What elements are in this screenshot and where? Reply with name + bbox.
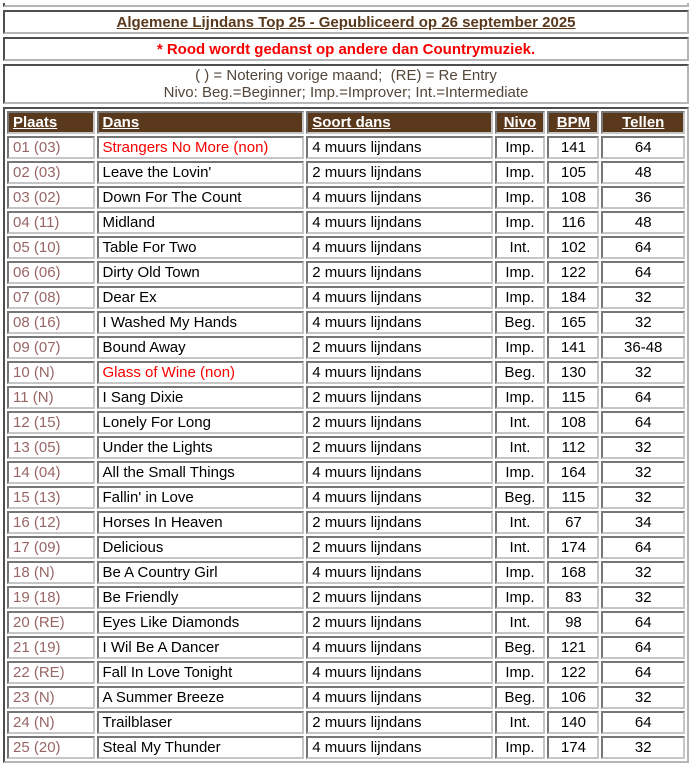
cell-tellen: 36-48 <box>601 336 685 359</box>
cell-tellen: 64 <box>601 411 685 434</box>
cell-soort-dans: 2 muurs lijndans <box>306 161 492 184</box>
cell-dans: Be A Country Girl <box>97 561 305 584</box>
column-header-dans: Dans <box>97 111 305 134</box>
table-row <box>7 711 685 734</box>
cell-bpm: 108 <box>547 186 599 209</box>
cell-dans: Dirty Old Town <box>97 261 305 284</box>
cell-soort-dans: 4 muurs lijndans <box>306 186 492 209</box>
cell-nivo: Int. <box>495 536 546 559</box>
cell-soort-dans: 4 muurs lijndans <box>306 136 492 159</box>
cell-plaats: 14 (04) <box>7 461 95 484</box>
cell-dans: Midland <box>97 211 305 234</box>
cell-dans: Strangers No More (non) <box>97 136 305 159</box>
cell-bpm: 121 <box>547 636 599 659</box>
cell-dans: A Summer Breeze <box>97 686 305 709</box>
cell-bpm: 168 <box>547 561 599 584</box>
cell-dans: Trailblaser <box>97 711 305 734</box>
table-row <box>7 486 685 509</box>
cell-tellen: 32 <box>601 461 685 484</box>
cell-nivo: Int. <box>495 711 546 734</box>
table-row <box>7 661 685 684</box>
cell-bpm: 164 <box>547 461 599 484</box>
top25-table <box>3 107 689 763</box>
cell-tellen: 32 <box>601 361 685 384</box>
cell-plaats: 03 (02) <box>7 186 95 209</box>
cell-plaats: 10 (N) <box>7 361 95 384</box>
cell-nivo: Int. <box>495 511 546 534</box>
cell-tellen: 64 <box>601 386 685 409</box>
cell-plaats: 09 (07) <box>7 336 95 359</box>
cell-bpm: 105 <box>547 161 599 184</box>
cell-dans: I Washed My Hands <box>97 311 305 334</box>
cell-soort-dans: 4 muurs lijndans <box>306 661 492 684</box>
cell-tellen: 36 <box>601 186 685 209</box>
cell-dans: Steal My Thunder <box>97 736 305 759</box>
cell-tellen: 64 <box>601 661 685 684</box>
cell-dans: Table For Two <box>97 236 305 259</box>
cell-dans: I Wil Be A Dancer <box>97 636 305 659</box>
cell-tellen: 32 <box>601 311 685 334</box>
legend-line-notation: ( ) = Notering vorige maand; (RE) = Re Entry <box>195 67 497 84</box>
cell-soort-dans: 2 muurs lijndans <box>306 536 492 559</box>
table-row <box>7 261 685 284</box>
column-header-tellen: Tellen <box>601 111 685 134</box>
cell-plaats: 23 (N) <box>7 686 95 709</box>
cell-soort-dans: 4 muurs lijndans <box>306 486 492 509</box>
table-row <box>7 186 685 209</box>
cell-soort-dans: 4 muurs lijndans <box>306 461 492 484</box>
table-row <box>7 336 685 359</box>
table-row <box>7 461 685 484</box>
cell-bpm: 122 <box>547 661 599 684</box>
cell-soort-dans: 4 muurs lijndans <box>306 561 492 584</box>
cell-dans: Glass of Wine (non) <box>97 361 305 384</box>
cell-soort-dans: 4 muurs lijndans <box>306 361 492 384</box>
cell-soort-dans: 4 muurs lijndans <box>306 311 492 334</box>
cell-dans: Lonely For Long <box>97 411 305 434</box>
cell-nivo: Imp. <box>495 461 546 484</box>
cell-plaats: 05 (10) <box>7 236 95 259</box>
cell-plaats: 17 (09) <box>7 536 95 559</box>
cell-plaats: 19 (18) <box>7 586 95 609</box>
cell-nivo: Beg. <box>495 486 546 509</box>
cell-tellen: 64 <box>601 136 685 159</box>
cell-soort-dans: 2 muurs lijndans <box>306 611 492 634</box>
table-body <box>7 136 685 759</box>
table-row <box>7 436 685 459</box>
cell-tellen: 48 <box>601 161 685 184</box>
cell-tellen: 32 <box>601 686 685 709</box>
cell-dans: All the Small Things <box>97 461 305 484</box>
cell-soort-dans: 2 muurs lijndans <box>306 436 492 459</box>
cell-dans: Fallin' in Love <box>97 486 305 509</box>
cell-bpm: 141 <box>547 336 599 359</box>
cell-nivo: Imp. <box>495 186 546 209</box>
table-row <box>7 311 685 334</box>
cell-dans: Leave the Lovin' <box>97 161 305 184</box>
cell-plaats: 04 (11) <box>7 211 95 234</box>
cell-plaats: 21 (19) <box>7 636 95 659</box>
legend-box <box>3 64 689 104</box>
cell-nivo: Imp. <box>495 386 546 409</box>
cell-dans: Fall In Love Tonight <box>97 661 305 684</box>
cell-plaats: 06 (06) <box>7 261 95 284</box>
cell-bpm: 115 <box>547 486 599 509</box>
cell-soort-dans: 2 muurs lijndans <box>306 586 492 609</box>
cell-soort-dans: 4 muurs lijndans <box>306 686 492 709</box>
cell-plaats: 15 (13) <box>7 486 95 509</box>
cell-plaats: 07 (08) <box>7 286 95 309</box>
cell-dans: Horses In Heaven <box>97 511 305 534</box>
table-row <box>7 211 685 234</box>
cell-bpm: 115 <box>547 386 599 409</box>
cell-bpm: 122 <box>547 261 599 284</box>
cell-bpm: 106 <box>547 686 599 709</box>
cell-nivo: Imp. <box>495 286 546 309</box>
cell-soort-dans: 4 muurs lijndans <box>306 736 492 759</box>
cell-nivo: Int. <box>495 236 546 259</box>
cell-tellen: 64 <box>601 611 685 634</box>
table-row <box>7 611 685 634</box>
table-row <box>7 136 685 159</box>
cell-plaats: 16 (12) <box>7 511 95 534</box>
cell-tellen: 64 <box>601 711 685 734</box>
notice-box <box>3 37 689 61</box>
title-box <box>3 10 689 34</box>
column-header-nivo: Nivo <box>495 111 546 134</box>
cell-nivo: Imp. <box>495 136 546 159</box>
cell-bpm: 108 <box>547 411 599 434</box>
legend-line-nivo: Nivo: Beg.=Beginner; Imp.=Improver; Int.=Intermediate <box>163 84 529 101</box>
table-row <box>7 736 685 759</box>
cell-nivo: Beg. <box>495 311 546 334</box>
cell-bpm: 141 <box>547 136 599 159</box>
column-header-plaats: Plaats <box>7 111 95 134</box>
cell-nivo: Int. <box>495 411 546 434</box>
cell-nivo: Beg. <box>495 361 546 384</box>
table-row <box>7 686 685 709</box>
cell-bpm: 130 <box>547 361 599 384</box>
cell-plaats: 18 (N) <box>7 561 95 584</box>
cell-tellen: 32 <box>601 286 685 309</box>
cell-tellen: 34 <box>601 511 685 534</box>
cell-bpm: 184 <box>547 286 599 309</box>
column-header-soort-dans: Soort dans <box>306 111 492 134</box>
cell-plaats: 11 (N) <box>7 386 95 409</box>
cell-tellen: 32 <box>601 561 685 584</box>
cell-plaats: 12 (15) <box>7 411 95 434</box>
cell-bpm: 98 <box>547 611 599 634</box>
cell-soort-dans: 2 muurs lijndans <box>306 711 492 734</box>
table-row <box>7 536 685 559</box>
cell-tellen: 64 <box>601 261 685 284</box>
cell-tellen: 32 <box>601 586 685 609</box>
cell-plaats: 01 (03) <box>7 136 95 159</box>
table-row <box>7 161 685 184</box>
cell-nivo: Imp. <box>495 161 546 184</box>
table-row <box>7 511 685 534</box>
cell-nivo: Beg. <box>495 636 546 659</box>
cell-nivo: Imp. <box>495 661 546 684</box>
table-row <box>7 636 685 659</box>
table-row <box>7 586 685 609</box>
cell-dans: Eyes Like Diamonds <box>97 611 305 634</box>
cell-dans: Dear Ex <box>97 286 305 309</box>
cell-bpm: 174 <box>547 736 599 759</box>
cell-tellen: 32 <box>601 486 685 509</box>
cell-plaats: 08 (16) <box>7 311 95 334</box>
cell-soort-dans: 2 muurs lijndans <box>306 511 492 534</box>
cell-dans: Down For The Count <box>97 186 305 209</box>
cell-dans: Under the Lights <box>97 436 305 459</box>
cell-nivo: Imp. <box>495 736 546 759</box>
cell-plaats: 02 (03) <box>7 161 95 184</box>
cell-tellen: 32 <box>601 736 685 759</box>
table-row <box>7 411 685 434</box>
cell-soort-dans: 4 muurs lijndans <box>306 211 492 234</box>
table-row <box>7 236 685 259</box>
cell-bpm: 165 <box>547 311 599 334</box>
cell-plaats: 20 (RE) <box>7 611 95 634</box>
table-header-row <box>7 111 685 134</box>
table-row <box>7 386 685 409</box>
cell-tellen: 64 <box>601 536 685 559</box>
cell-plaats: 24 (N) <box>7 711 95 734</box>
cell-bpm: 112 <box>547 436 599 459</box>
cell-soort-dans: 2 muurs lijndans <box>306 386 492 409</box>
cell-soort-dans: 2 muurs lijndans <box>306 411 492 434</box>
cell-dans: Delicious <box>97 536 305 559</box>
cell-tellen: 64 <box>601 636 685 659</box>
cell-nivo: Imp. <box>495 336 546 359</box>
cell-dans: Bound Away <box>97 336 305 359</box>
cropped-box-above <box>3 3 689 7</box>
page-title: Algemene Lijndans Top 25 - Gepubliceerd op 26 september 2025 <box>116 14 576 31</box>
cell-soort-dans: 4 muurs lijndans <box>306 636 492 659</box>
cell-nivo: Beg. <box>495 686 546 709</box>
cell-soort-dans: 4 muurs lijndans <box>306 286 492 309</box>
cell-nivo: Imp. <box>495 561 546 584</box>
cell-nivo: Int. <box>495 611 546 634</box>
cell-plaats: 25 (20) <box>7 736 95 759</box>
red-music-notice: * Rood wordt gedanst op andere dan Countrymuziek. <box>156 41 536 58</box>
cell-bpm: 140 <box>547 711 599 734</box>
cell-soort-dans: 2 muurs lijndans <box>306 261 492 284</box>
cell-tellen: 64 <box>601 236 685 259</box>
cell-soort-dans: 4 muurs lijndans <box>306 236 492 259</box>
cell-tellen: 32 <box>601 436 685 459</box>
cell-bpm: 67 <box>547 511 599 534</box>
cell-plaats: 13 (05) <box>7 436 95 459</box>
column-header-bpm: BPM <box>547 111 599 134</box>
cell-soort-dans: 2 muurs lijndans <box>306 336 492 359</box>
table-row <box>7 361 685 384</box>
cell-nivo: Imp. <box>495 211 546 234</box>
cell-nivo: Imp. <box>495 586 546 609</box>
cell-dans: I Sang Dixie <box>97 386 305 409</box>
cell-bpm: 83 <box>547 586 599 609</box>
cell-nivo: Int. <box>495 436 546 459</box>
cell-bpm: 116 <box>547 211 599 234</box>
cell-bpm: 102 <box>547 236 599 259</box>
cell-tellen: 48 <box>601 211 685 234</box>
cell-plaats: 22 (RE) <box>7 661 95 684</box>
table-row <box>7 561 685 584</box>
cell-dans: Be Friendly <box>97 586 305 609</box>
cell-nivo: Imp. <box>495 261 546 284</box>
cell-bpm: 174 <box>547 536 599 559</box>
table-row <box>7 286 685 309</box>
